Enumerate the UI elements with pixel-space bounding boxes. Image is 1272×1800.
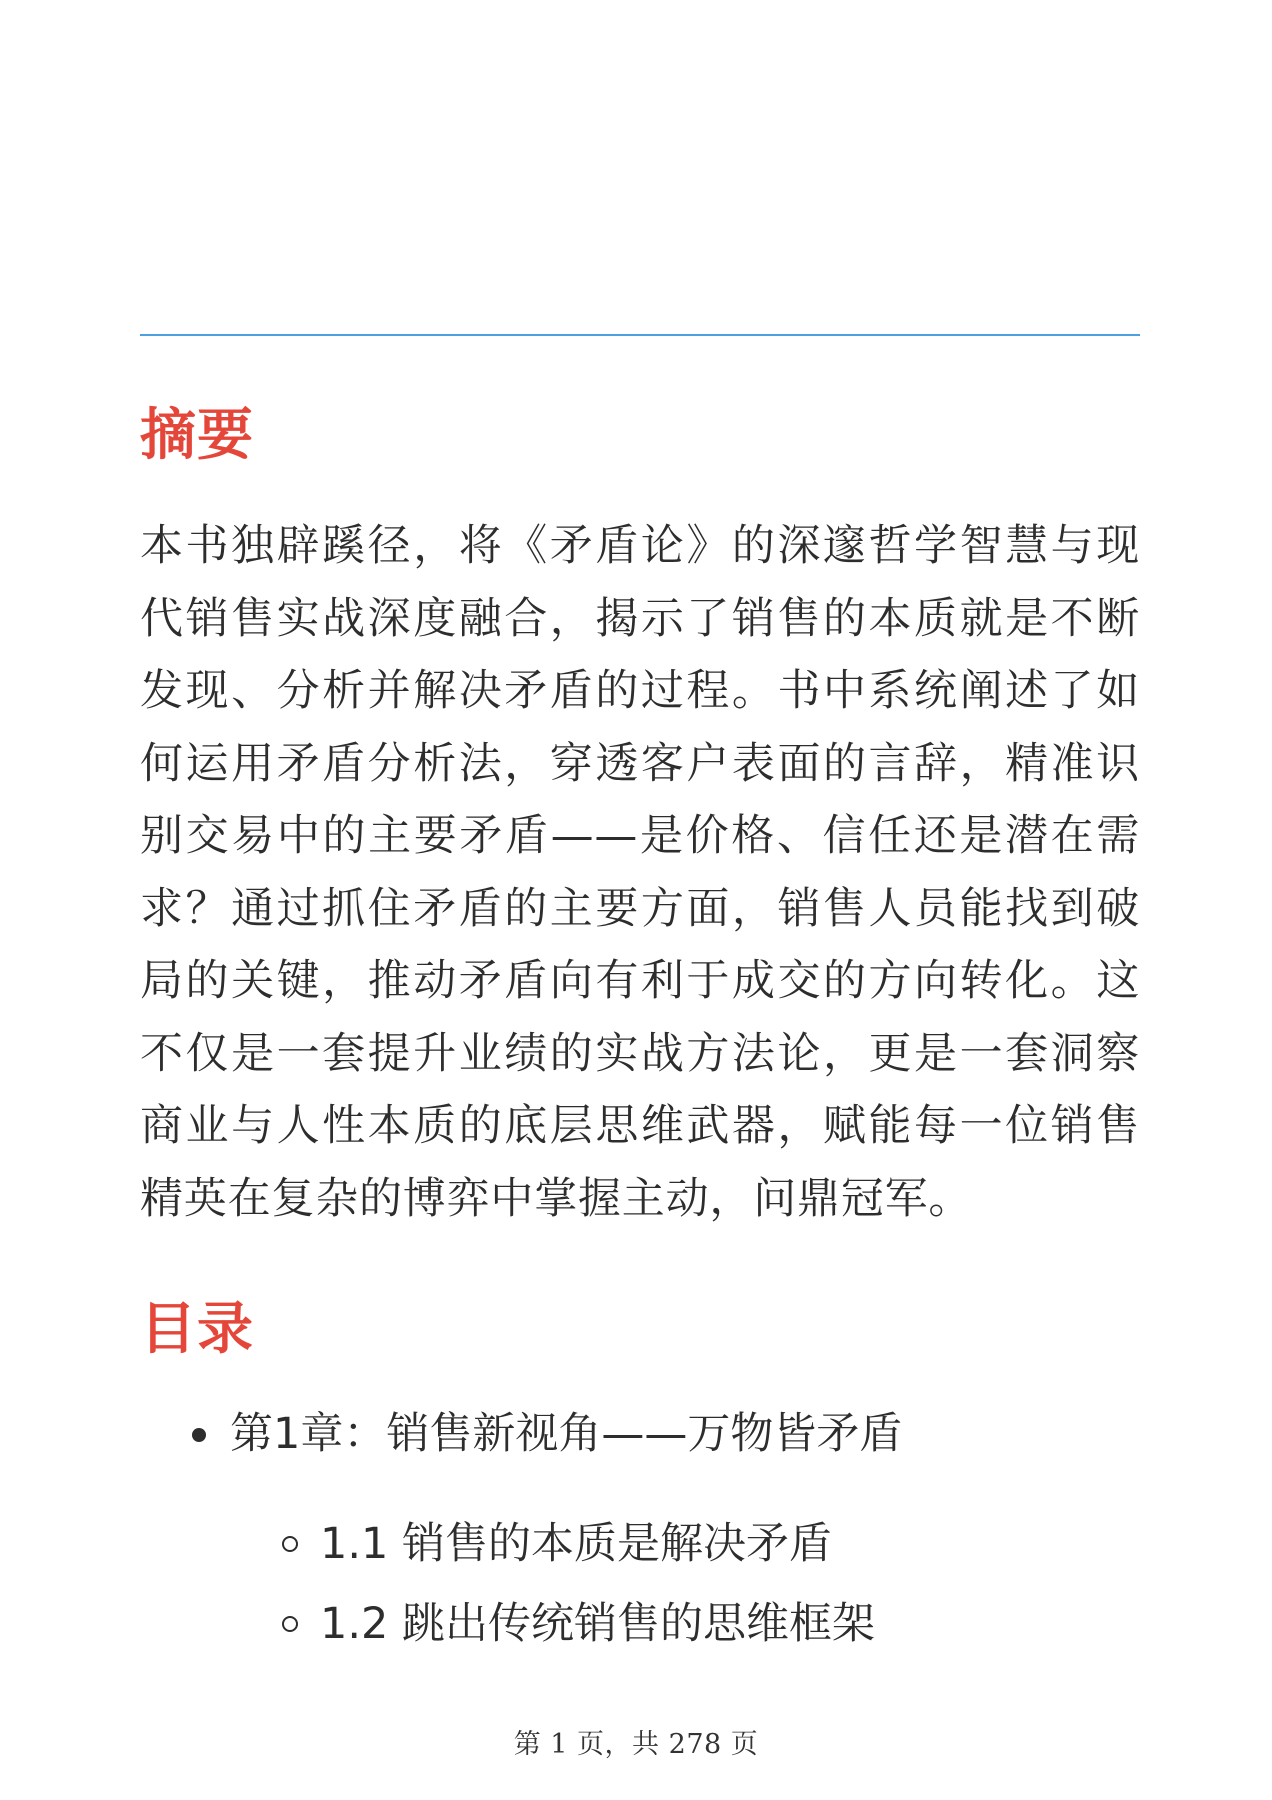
toc-section-title[interactable]: 1.1 销售的本质是解决矛盾	[320, 1519, 833, 1569]
toc-chapter-1-sections	[140, 1504, 1140, 1664]
abstract-body: 本书独辟蹊径，将《矛盾论》的深邃哲学智慧与现代销售实战深度融合，揭示了销售的本质就是不断发现、分析并解决矛盾的过程。书中系统阐述了如何运用矛盾分析法，穿透客户表面的言辞，精准识别交易中的主要矛盾——是价格、信任还是潜在需求？通过抓住矛盾的主要方面，销售人员能找到破局的关键，推动矛盾向有利于成交的方向转化。这不仅是一套提升业绩的实战方法论，更是一套洞察商业与人性本质的底层思维武器，赋能每一位销售精英在复杂的博弈中掌握主动，问鼎冠军。	[140, 521, 1140, 1224]
top-divider	[140, 334, 1140, 336]
toc-section-1-2[interactable]	[140, 1584, 1140, 1664]
bullet-filled-icon	[192, 1428, 206, 1442]
toc-chapter-title[interactable]: 第1章：销售新视角——万物皆矛盾	[230, 1409, 903, 1459]
toc-chapter-1[interactable]	[140, 1404, 1140, 1649]
bullet-hollow-icon	[282, 1536, 298, 1552]
abstract-heading: 摘要	[140, 403, 254, 468]
table-of-contents	[140, 1404, 1140, 1649]
toc-section-title[interactable]: 1.2 跳出传统销售的思维框架	[320, 1599, 876, 1649]
page-number-footer: 第 1 页，共 278 页	[513, 1729, 759, 1760]
bullet-hollow-icon	[282, 1616, 298, 1632]
toc-section-1-1[interactable]	[140, 1504, 1140, 1584]
toc-heading: 目录	[140, 1297, 254, 1362]
